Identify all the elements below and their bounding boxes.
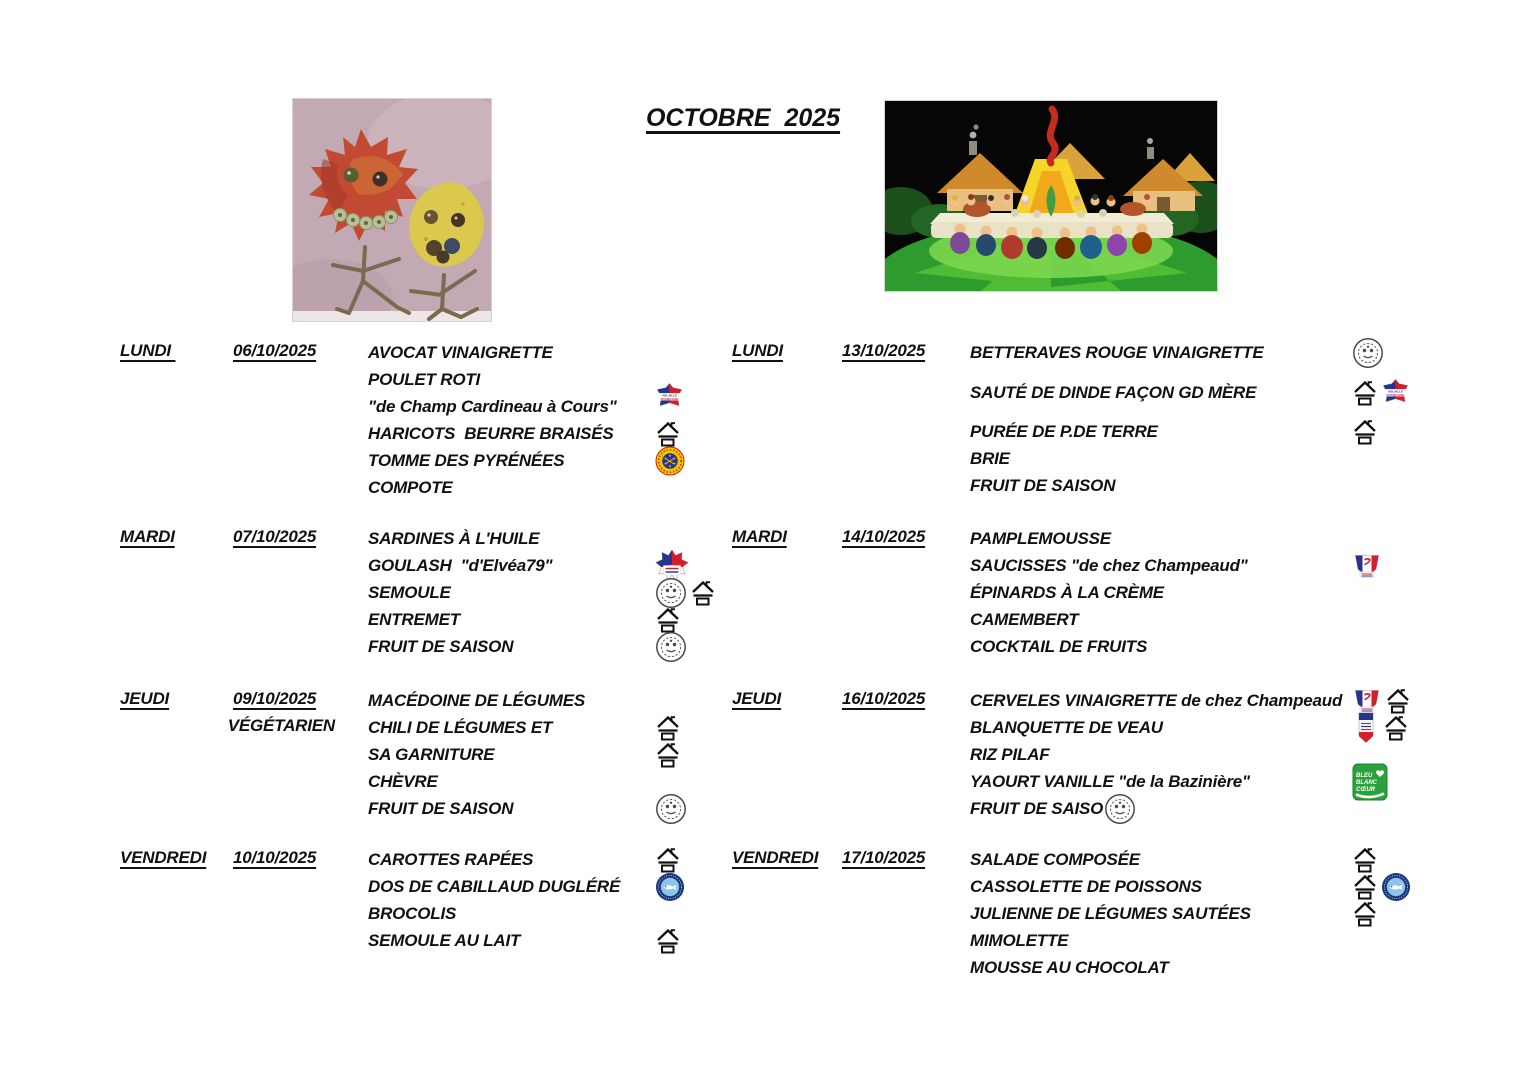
menu-item-text: COCKTAIL DE FRUITS: [970, 636, 1148, 656]
menu-item-text: FRUIT DE SAISON: [368, 798, 514, 818]
fait-maison-icon: [1352, 900, 1378, 927]
menu-line: [368, 795, 755, 822]
menu-line: [970, 927, 1452, 954]
day-date: 09/10/2025: [233, 689, 317, 708]
day-date: 13/10/2025: [842, 341, 926, 360]
producer-stamp-icon: [655, 631, 687, 663]
aop-icon: [655, 446, 685, 476]
menu-item-text: FRUIT DE SAISO: [970, 798, 1104, 818]
menu-item-icons: [1352, 873, 1411, 900]
day-name: MARDI: [120, 527, 175, 546]
fait-maison-icon: [1352, 418, 1378, 445]
menu-item-text: SAUTÉ DE DINDE FAÇON GD MÈRE: [970, 382, 1257, 402]
menu-line: [970, 873, 1452, 900]
svg-text:VOLAILLE: VOLAILLE: [1387, 389, 1404, 394]
menu-line: [368, 900, 755, 927]
menu-item-text: PURÉE DE P.DE TERRE: [970, 421, 1158, 441]
menu-item-icons: [655, 633, 687, 660]
menu-item-icons: [655, 741, 681, 768]
svg-text:FRANÇAISE: FRANÇAISE: [1386, 392, 1405, 397]
menu-lines: [368, 339, 755, 501]
menu-item-text: RIZ PILAF: [970, 744, 1050, 764]
fait-maison-icon: [655, 420, 681, 447]
menu-line: [368, 633, 755, 660]
menu-lines: [970, 525, 1452, 660]
menu-item-text: POULET ROTI: [368, 369, 481, 389]
menu-line: [368, 366, 755, 393]
menu-item-text: FRUIT DE SAISON: [970, 475, 1116, 495]
menu-line: [368, 873, 755, 900]
svg-text:BLANC: BLANC: [1356, 779, 1377, 786]
volaille-francaise-icon: [655, 382, 684, 411]
fait-maison-icon: [1352, 379, 1378, 406]
menu-item-text: AVOCAT VINAIGRETTE: [368, 342, 553, 362]
menu-lines: [368, 846, 755, 954]
menu-line: [368, 552, 755, 579]
menu-line: [970, 795, 1452, 822]
menu-line: [970, 714, 1452, 741]
menu-line: [970, 768, 1452, 795]
day-name: LUNDI: [732, 341, 783, 360]
page-title: OCTOBRE 2025: [646, 104, 841, 132]
menu-lines: [970, 846, 1452, 981]
menu-item-icons: [655, 795, 687, 822]
menu-line: [970, 633, 1452, 660]
menu-line: [368, 420, 755, 447]
menu-item-text: "de Champ Cardineau à Cours": [368, 396, 617, 416]
menu-item-text: ÉPINARDS À LA CRÈME: [970, 582, 1164, 602]
svg-text:VOLAILLE: VOLAILLE: [661, 393, 678, 398]
day-date: 16/10/2025: [842, 689, 926, 708]
menu-item-text: SARDINES À L'HUILE: [368, 528, 540, 548]
menu-line: [368, 393, 755, 420]
day-name: JEUDI: [120, 689, 170, 708]
menu-item-text: SAUCISSES "de chez Champeaud": [970, 555, 1248, 575]
menu-item-icons: [1352, 418, 1378, 445]
fait-maison-icon: [655, 846, 681, 873]
menu-item-icons: [1352, 552, 1382, 579]
menu-line: [970, 579, 1452, 606]
day-date: 07/10/2025: [233, 527, 317, 546]
menu-line: [970, 606, 1452, 633]
menu-item-icons: [655, 873, 685, 900]
menu-item-text: CHÈVRE: [368, 771, 438, 791]
volaille-francaise-icon: [1381, 378, 1410, 407]
day-date: 06/10/2025: [233, 341, 317, 360]
menu-item-icons: [655, 552, 689, 579]
menu-item-icons: [1352, 846, 1378, 873]
day-date: 14/10/2025: [842, 527, 926, 546]
menu-item-text: YAOURT VANILLE "de la Bazinière": [970, 771, 1250, 791]
menu-item-text: CAROTTES RAPÉES: [368, 849, 534, 869]
menu-item-icons: [1352, 339, 1384, 366]
menu-line: [368, 846, 755, 873]
menu-item-icons: [655, 579, 716, 606]
menu-line: [970, 418, 1452, 445]
menu-item-text: CHILI DE LÉGUMES ET: [368, 717, 553, 737]
menu-lines: [970, 339, 1452, 499]
menu-item-text: SEMOULE AU LAIT: [368, 930, 521, 950]
menu-line: [970, 954, 1452, 981]
menu-item-text: BROCOLIS: [368, 903, 457, 923]
menu-lines: [368, 687, 755, 822]
fait-maison-icon: [1352, 846, 1378, 873]
menu-item-text: FRUIT DE SAISON: [368, 636, 514, 656]
fait-maison-icon: [655, 714, 681, 741]
menu-item-text: BRIE: [970, 448, 1010, 468]
fait-maison-icon: [655, 606, 681, 633]
menu-item-text: CAMEMBERT: [970, 609, 1079, 629]
menu-item-icons: [655, 714, 681, 741]
menu-lines: [970, 687, 1452, 822]
producer-stamp-icon: [1352, 337, 1384, 369]
menu-item-icons: [655, 927, 681, 954]
fait-maison-icon: [655, 927, 681, 954]
menu-line: [970, 846, 1452, 873]
menu-line: [970, 445, 1452, 472]
menu-line: [368, 447, 755, 474]
fait-maison-icon: [1383, 714, 1409, 741]
menu-item-text: MIMOLETTE: [970, 930, 1069, 950]
menu-item-icons: [655, 420, 681, 447]
menu-line: [970, 525, 1452, 552]
producer-stamp-icon: [1104, 793, 1136, 825]
peche-durable-icon: [1381, 872, 1411, 902]
day-name: LUNDI: [120, 341, 176, 360]
menu-item-text: MACÉDOINE DE LÉGUMES: [368, 690, 586, 710]
menu-item-icons: [655, 383, 684, 410]
day-date: 17/10/2025: [842, 848, 926, 867]
day-name: MARDI: [732, 527, 787, 546]
menu-line: [368, 741, 755, 768]
fait-maison-icon: [655, 741, 681, 768]
svg-text:FRANÇAISE: FRANÇAISE: [660, 396, 679, 401]
day-date: 10/10/2025: [233, 848, 317, 867]
menu-line: [368, 687, 755, 714]
menu-item-text: MOUSSE AU CHOCOLAT: [970, 957, 1169, 977]
svg-text:CŒUR: CŒUR: [1356, 786, 1375, 793]
menu-item-text: CERVELES VINAIGRETTE de chez Champeaud: [970, 690, 1343, 710]
menu-item-text: BLANQUETTE DE VEAU: [970, 717, 1163, 737]
menu-line: [368, 474, 755, 501]
peche-durable-icon: [655, 872, 685, 902]
menu-item-text: JULIENNE DE LÉGUMES SAUTÉES: [970, 903, 1251, 923]
menu-item-icons: [655, 846, 681, 873]
day-name: VENDREDI: [120, 848, 207, 867]
menu-line: [368, 714, 755, 741]
menu-line: [970, 379, 1452, 406]
day-note: VÉGÉTARIEN: [227, 716, 335, 735]
menu-item-icons: [1352, 900, 1378, 927]
menu-line: [368, 525, 755, 552]
menu-line: [368, 339, 755, 366]
menu-item-text: SA GARNITURE: [368, 744, 495, 764]
leaf-people-photo: [292, 98, 492, 322]
menu-line: [368, 768, 755, 795]
producer-stamp-icon: [655, 577, 687, 609]
banquet-image: [884, 100, 1218, 292]
menu-item-text: SEMOULE: [368, 582, 451, 602]
menu-item-text: SALADE COMPOSÉE: [970, 849, 1140, 869]
menu-item-icons: [655, 447, 685, 474]
menu-line: [970, 900, 1452, 927]
menu-line: [970, 472, 1452, 499]
menu-item-icons: [1352, 714, 1409, 741]
fait-maison-icon: [1352, 873, 1378, 900]
menu-item-text: TOMME DES PYRÉNÉES: [368, 450, 565, 470]
menu-line: [970, 552, 1452, 579]
menu-item-icons: [1352, 379, 1410, 406]
veau-francais-icon: [1352, 711, 1380, 745]
menu-item-text: CASSOLETTE DE POISSONS: [970, 876, 1202, 896]
menu-item-icons: [1104, 795, 1136, 822]
porc-francais-icon: [1352, 552, 1382, 580]
menu-line: [368, 606, 755, 633]
menu-item-icons: [655, 606, 681, 633]
fait-maison-icon: [690, 579, 716, 606]
menu-item-icons: [1352, 768, 1388, 795]
menu-item-text: ENTREMET: [368, 609, 460, 629]
producer-stamp-icon: [655, 793, 687, 825]
menu-line: [970, 339, 1452, 366]
menu-line: [368, 579, 755, 606]
menu-item-text: BETTERAVES ROUGE VINAIGRETTE: [970, 342, 1264, 362]
fait-maison-icon: [1385, 687, 1411, 714]
menu-line: [368, 927, 755, 954]
day-name: VENDREDI: [732, 848, 819, 867]
menu-item-text: PAMPLEMOUSSE: [970, 528, 1111, 548]
menu-item-text: HARICOTS BEURRE BRAISÉS: [368, 423, 614, 443]
menu-item-text: GOULASH "d'Elvéa79": [368, 555, 553, 575]
menu-lines: [368, 525, 755, 660]
svg-text:BLEU: BLEU: [1356, 772, 1373, 779]
menu-item-text: DOS DE CABILLAUD DUGLÉRÉ: [368, 876, 621, 896]
menu-item-text: COMPOTE: [368, 477, 453, 497]
day-name: JEUDI: [732, 689, 782, 708]
